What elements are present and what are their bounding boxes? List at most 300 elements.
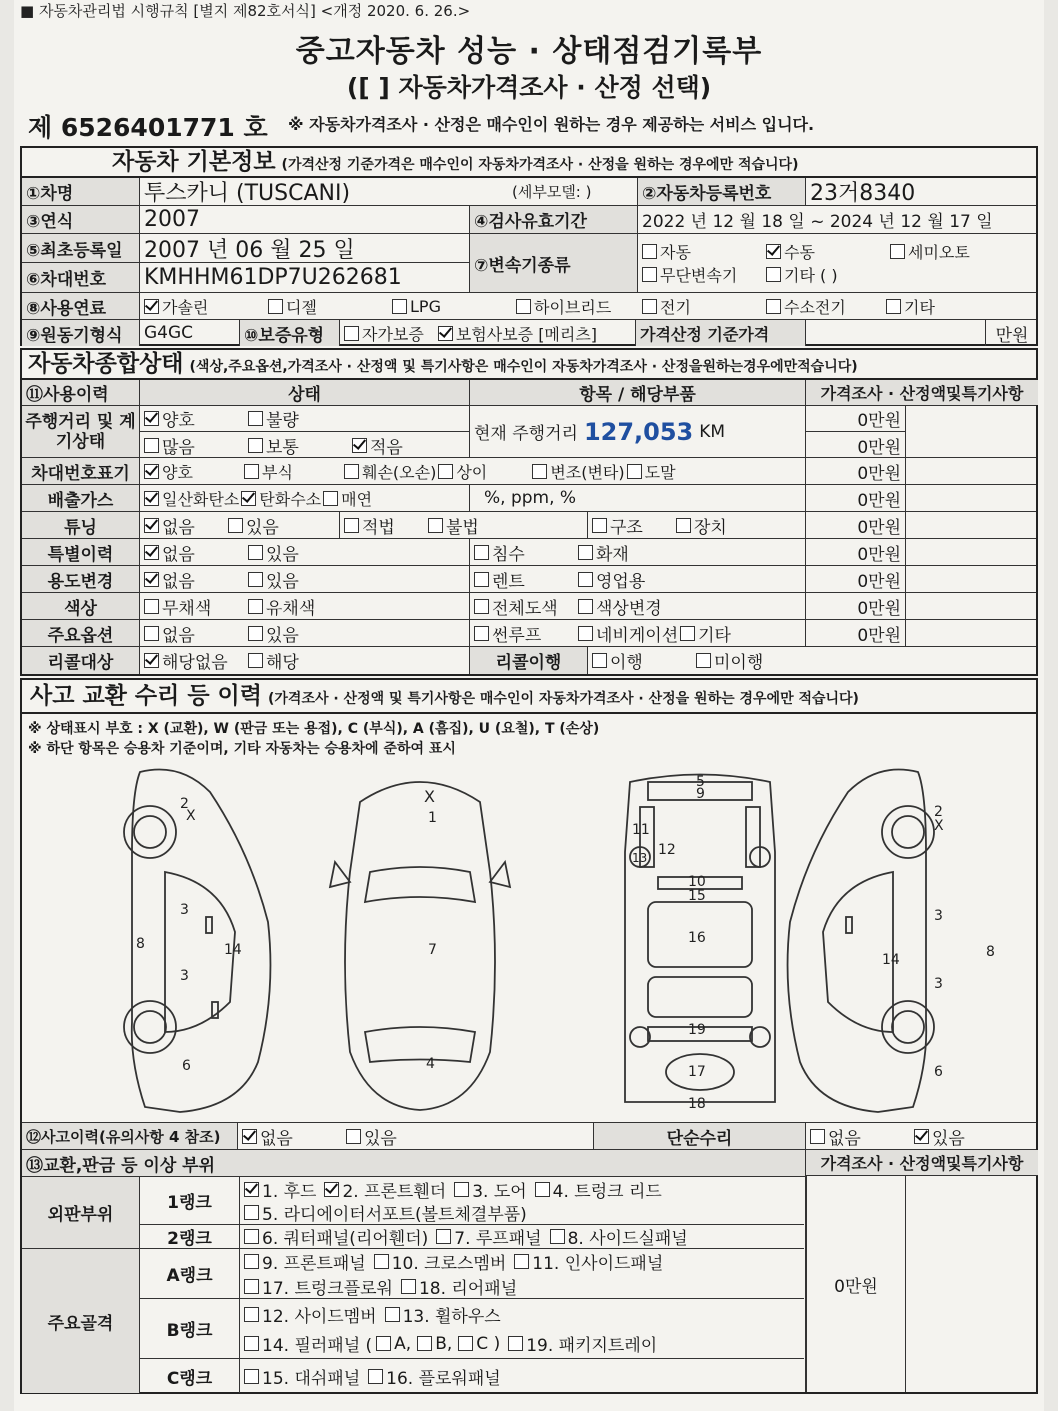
part-cross-member-checkbox[interactable] — [374, 1254, 389, 1269]
top-view — [330, 782, 510, 1110]
recall-none-checkbox[interactable] — [144, 653, 159, 668]
special-none[interactable]: 없음 — [144, 540, 234, 565]
service-note: ※ 자동차가격조사 · 산정은 매수인이 원하는 경우 제공하는 서비스 입니다. — [288, 115, 815, 134]
warranty-label: ⑩보증유형 — [240, 320, 340, 346]
emission-co-checkbox[interactable] — [144, 491, 159, 506]
status-row-color — [22, 593, 1036, 620]
part-package-tray-checkbox[interactable] — [508, 1336, 523, 1351]
frame-part-19: 19 — [688, 1022, 706, 1038]
vin-corrosion-checkbox[interactable] — [244, 464, 259, 479]
rank-b-label: B랭크 — [140, 1299, 240, 1359]
trans-other[interactable]: 기타 ( ) — [766, 263, 838, 286]
mileage-few[interactable]: 적음 — [352, 433, 403, 458]
usage-none[interactable]: 없음 — [144, 567, 234, 592]
history-yes-checkbox[interactable] — [346, 1129, 361, 1144]
special-fire-checkbox[interactable] — [578, 545, 593, 560]
fuel-lpg[interactable]: LPG — [392, 297, 502, 316]
part-front-panel-checkbox[interactable] — [244, 1254, 259, 1269]
options-type-options — [470, 620, 806, 646]
vin-different-checkbox[interactable] — [438, 464, 453, 479]
recall-exec-options — [588, 647, 1038, 674]
vin-damaged-checkbox[interactable] — [344, 464, 359, 479]
tuning-device[interactable]: 장치 — [676, 513, 727, 538]
history-yes[interactable]: 있음 — [346, 1124, 397, 1149]
emission-smoke[interactable]: 매연 — [323, 487, 372, 510]
mileage-current — [470, 406, 806, 457]
simple-none-checkbox[interactable] — [810, 1129, 825, 1144]
frame-part-12: 12 — [658, 842, 676, 858]
tuning-structure[interactable]: 구조 — [592, 513, 662, 538]
color-price: 0만원 — [806, 593, 906, 619]
right-part-2: 2 — [934, 804, 943, 820]
left-side-view — [124, 770, 270, 1113]
status-row-mileage — [22, 406, 1036, 458]
detail-model: (세부모델: ) — [508, 178, 638, 205]
mileage-bad[interactable]: 불량 — [248, 406, 299, 431]
part-side-sill-checkbox[interactable] — [550, 1229, 565, 1244]
fuel-diesel-checkbox[interactable] — [268, 299, 283, 314]
mileage-current-label: 현재 주행거리 — [474, 424, 578, 444]
color-type-options — [470, 593, 806, 619]
part-floor-panel[interactable]: 16. 플로워패널 — [368, 1364, 501, 1389]
parts-label: ⑬교환,판금 등 이상 부위 — [22, 1150, 806, 1176]
vin-mark-options — [140, 458, 806, 484]
options-sunroof-checkbox[interactable] — [474, 626, 489, 641]
left-part-3b: 3 — [180, 968, 189, 984]
recall-exec-label: 리콜이행 — [470, 647, 588, 674]
usage-yes[interactable]: 있음 — [248, 567, 299, 592]
part-inside-panel-checkbox[interactable] — [514, 1254, 529, 1269]
fuel-gasoline[interactable]: 가솔린 — [144, 295, 254, 318]
tuning-price: 0만원 — [806, 512, 906, 538]
fuel-options — [140, 293, 1038, 319]
mileage-current-value: 127,053 — [583, 417, 694, 446]
vin-smeared[interactable]: 도말 — [627, 460, 676, 483]
right-part-8: 8 — [986, 944, 995, 960]
fuel-lpg-checkbox[interactable] — [392, 299, 407, 314]
part-pillar-c[interactable]: C ) — [458, 1334, 500, 1354]
row-engine — [22, 320, 1036, 346]
options-yes[interactable]: 있음 — [248, 621, 299, 646]
mileage-price: 0만원 — [806, 406, 906, 432]
usage-business-checkbox[interactable] — [578, 572, 593, 587]
part-roof-panel-checkbox[interactable] — [436, 1229, 451, 1244]
part-rear-panel-checkbox[interactable] — [401, 1279, 416, 1294]
vin-altered[interactable]: 변조(변타) — [532, 460, 624, 483]
rank-1-row-a — [240, 1177, 804, 1201]
vin-corrosion[interactable]: 부식 — [244, 460, 330, 483]
part-front-fender-checkbox[interactable] — [324, 1182, 339, 1197]
rank-b-row-a — [240, 1299, 804, 1329]
usage-price: 0만원 — [806, 566, 906, 592]
part-rear-panel[interactable]: 18. 리어패널 — [401, 1274, 517, 1299]
mileage-state-b — [140, 432, 470, 458]
item-col-head: 항목 / 해당부품 — [470, 380, 806, 405]
parts-price-head: 가격조사 · 산정액및특기사항 — [806, 1150, 1038, 1176]
top-part-7: 7 — [428, 942, 437, 958]
mileage-many[interactable]: 많음 — [144, 433, 234, 458]
right-part-3b: 3 — [934, 976, 943, 992]
state-col-head: 상태 — [140, 380, 470, 405]
mileage-state-a — [140, 406, 470, 432]
usage-business[interactable]: 영업용 — [578, 567, 645, 592]
frame-part-15: 15 — [688, 888, 706, 904]
trans-other-checkbox[interactable] — [766, 267, 781, 282]
frame-part-16: 16 — [688, 930, 706, 946]
status-row-special — [22, 539, 1036, 566]
first-reg-label: ⑤최초등록일 — [22, 234, 140, 263]
accident-history-row — [22, 1122, 1036, 1150]
trans-cvt-checkbox[interactable] — [642, 267, 657, 282]
transmission-options — [638, 234, 1038, 292]
tuning-legal-checkbox[interactable] — [344, 518, 359, 533]
tuning-illegal-checkbox[interactable] — [428, 518, 443, 533]
price-base-unit: 만원 — [995, 325, 1029, 346]
parts-table — [22, 1176, 806, 1392]
status-row-emission — [22, 485, 1036, 512]
recall-not-done[interactable]: 미이행 — [696, 648, 763, 673]
legend-symbols: ※ 상태표시 부호 : X (교환), W (판금 또는 용접), C (부식), A (흠집), U (요철), T (손상) — [28, 721, 600, 737]
fuel-diesel[interactable]: 디젤 — [268, 295, 378, 318]
part-roof-panel[interactable]: 7. 루프패널 — [436, 1225, 541, 1249]
mileage-normal[interactable]: 보통 — [248, 433, 338, 458]
tuning-legal[interactable]: 적법 — [344, 513, 414, 538]
color-full-paint-checkbox[interactable] — [474, 599, 489, 614]
top-mark-x: X — [424, 787, 435, 806]
warranty-insurer[interactable]: 보험사보증 [메리츠] — [438, 322, 597, 345]
tuning-yes-checkbox[interactable] — [228, 518, 243, 533]
part-radiator-support[interactable]: 5. 라디에이터서포트(볼트체결부품) — [244, 1201, 527, 1225]
first-reg-value: 2007 년 06 월 25 일 — [140, 234, 470, 263]
part-pillar-c-checkbox[interactable] — [458, 1336, 473, 1351]
options-other[interactable]: 기타 — [680, 621, 731, 646]
warranty-self[interactable]: 자가보증 — [344, 322, 424, 345]
mileage-unit: KM — [699, 421, 726, 442]
part-package-tray[interactable]: 19. 패키지트레이 — [508, 1331, 657, 1356]
vin-altered-checkbox[interactable] — [532, 464, 547, 479]
right-part-3a: 3 — [934, 908, 943, 924]
accident-heading-note: (가격조사 · 산정액 및 특기사항은 매수인이 자동차가격조사 · 산정을 원하는 경우에만 적습니다) — [268, 691, 859, 707]
part-hood[interactable]: 1. 후드 — [244, 1177, 316, 1201]
parts-head-row — [22, 1150, 1036, 1176]
mileage-many-checkbox[interactable] — [144, 438, 159, 453]
accident-header — [22, 680, 1036, 714]
history-options — [238, 1123, 594, 1149]
usage-type-options — [470, 566, 806, 592]
part-side-member-checkbox[interactable] — [244, 1307, 259, 1322]
trans-auto-checkbox[interactable] — [642, 244, 657, 259]
vin-smeared-checkbox[interactable] — [627, 464, 642, 479]
options-sunroof[interactable]: 썬루프 — [474, 621, 564, 646]
vin-label: ⑥차대번호 — [22, 263, 140, 292]
basic-info-heading-note: (가격산정 기준가격은 매수인이 자동차가격조사 · 산정을 원하는 경우에만 적습니다) — [281, 157, 799, 173]
part-pillar-checkbox[interactable] — [244, 1336, 259, 1351]
part-pillar-a-checkbox[interactable] — [376, 1336, 391, 1351]
status-row-tuning — [22, 512, 1036, 539]
rank-2-label: 2랭크 — [140, 1225, 240, 1249]
color-achromatic[interactable]: 무채색 — [144, 594, 234, 619]
right-mark-x: X — [934, 818, 944, 834]
fuel-gasoline-checkbox[interactable] — [144, 299, 159, 314]
parts-price: 0만원 — [806, 1176, 906, 1392]
tuning-options — [140, 512, 340, 538]
part-door[interactable]: 3. 도어 — [454, 1177, 526, 1201]
left-part-2: 2 — [180, 796, 189, 812]
registration-label: ②자동차등록번호 — [638, 178, 806, 205]
recall-done-checkbox[interactable] — [592, 653, 607, 668]
options-other-checkbox[interactable] — [680, 626, 695, 641]
part-dash-panel[interactable]: 15. 대쉬패널 — [244, 1364, 360, 1389]
frame-label: 주요골격 — [22, 1249, 140, 1393]
special-flood-checkbox[interactable] — [474, 545, 489, 560]
history-none[interactable]: 없음 — [242, 1124, 332, 1149]
fuel-electric-checkbox[interactable] — [642, 299, 657, 314]
part-quarter-panel[interactable]: 6. 쿼터패널(리어휀더) — [244, 1225, 428, 1249]
vin-different[interactable]: 상이 — [438, 460, 518, 483]
part-trunk-lid[interactable]: 4. 트렁크 리드 — [535, 1177, 662, 1201]
car-diagram — [20, 762, 1038, 1120]
engine-value: G4GC — [140, 320, 240, 346]
recall-options — [140, 647, 470, 674]
simple-repair-label: 단순수리 — [594, 1123, 806, 1149]
frame-part-13: 13 — [632, 851, 648, 865]
part-trunk-floor[interactable]: 17. 트렁크플로워 — [244, 1274, 393, 1299]
trans-semi[interactable]: 세미오토 — [890, 240, 970, 263]
trans-manual-checkbox[interactable] — [766, 244, 781, 259]
emission-smoke-checkbox[interactable] — [323, 491, 338, 506]
part-wheel-house-checkbox[interactable] — [385, 1307, 400, 1322]
options-price: 0만원 — [806, 620, 906, 646]
frame-part-10: 10 — [688, 874, 706, 890]
simple-repair-options — [806, 1123, 1038, 1149]
price-base-input[interactable] — [806, 320, 986, 346]
part-front-panel[interactable]: 9. 프론트패널 — [244, 1249, 366, 1274]
special-price: 0만원 — [806, 539, 906, 565]
recall-not-done-checkbox[interactable] — [696, 653, 711, 668]
tuning-none[interactable]: 없음 — [144, 513, 214, 538]
part-door-checkbox[interactable] — [454, 1182, 469, 1197]
rank-1-label: 1랭크 — [140, 1177, 240, 1225]
frame-part-17: 17 — [688, 1064, 706, 1080]
usage-rent[interactable]: 렌트 — [474, 567, 564, 592]
tuning-structure-checkbox[interactable] — [592, 518, 607, 533]
frame-part-5: 5 — [696, 774, 705, 790]
model-label: ①차명 — [22, 178, 140, 205]
legend-note: ※ 하단 항목은 승용차 기준이며, 기타 자동차는 승용차에 준하여 표시 — [28, 741, 456, 757]
emission-options — [140, 485, 470, 511]
status-col-headers — [22, 380, 1036, 406]
tuning-none-checkbox[interactable] — [144, 518, 159, 533]
options-label: 주요옵션 — [22, 620, 140, 646]
special-fire[interactable]: 화재 — [578, 540, 629, 565]
rank-b-row-b — [240, 1329, 804, 1359]
status-section — [20, 348, 1038, 676]
transmission-label: ⑦변속기종류 — [470, 234, 638, 292]
mileage-normal-checkbox[interactable] — [248, 438, 263, 453]
part-front-fender[interactable]: 2. 프론트휀더 — [324, 1177, 446, 1201]
recall-yes[interactable]: 해당 — [248, 648, 299, 673]
mileage-good-checkbox[interactable] — [144, 411, 159, 426]
options-navigation-checkbox[interactable] — [578, 626, 593, 641]
color-options — [140, 593, 470, 619]
mileage-good[interactable]: 양호 — [144, 406, 234, 431]
mileage-few-checkbox[interactable] — [352, 438, 367, 453]
recall-yes-checkbox[interactable] — [248, 653, 263, 668]
status-row-recall — [22, 647, 1036, 674]
part-trunk-lid-checkbox[interactable] — [535, 1182, 550, 1197]
part-inside-panel[interactable]: 11. 인사이드패널 — [514, 1249, 663, 1274]
tuning-label: 튜닝 — [22, 512, 140, 538]
left-part-6: 6 — [182, 1058, 191, 1074]
tuning-device-checkbox[interactable] — [676, 518, 691, 533]
special-none-checkbox[interactable] — [144, 545, 159, 560]
rank-1-row-b — [240, 1201, 804, 1225]
vin-good[interactable]: 양호 — [144, 460, 230, 483]
inspection-value: 2022 년 12 월 18 일 ~ 2024 년 12 월 17 일 — [642, 212, 993, 232]
special-type-options — [470, 539, 806, 565]
form-title: 중고자동차 성능 · 상태점검기록부 — [295, 34, 763, 69]
tuning-yes[interactable]: 있음 — [228, 513, 279, 538]
color-achromatic-checkbox[interactable] — [144, 599, 159, 614]
left-part-8: 8 — [136, 936, 145, 952]
recall-label: 리콜대상 — [22, 647, 140, 674]
fuel-hybrid-checkbox[interactable] — [516, 299, 531, 314]
usage-options — [140, 566, 470, 592]
document-number: 제 6526401771 호 — [28, 113, 268, 142]
options-navigation[interactable]: 네비게이션 — [578, 621, 678, 646]
part-radiator-support-checkbox[interactable] — [244, 1205, 259, 1220]
trans-cvt[interactable]: 무단변속기 — [642, 263, 752, 286]
frame-part-11: 11 — [632, 822, 650, 838]
part-pillar-b-checkbox[interactable] — [417, 1336, 432, 1351]
fuel-electric[interactable]: 전기 — [642, 295, 752, 318]
registration-value: 23거8340 — [810, 181, 916, 205]
usage-label: 용도변경 — [22, 566, 140, 592]
part-side-sill[interactable]: 8. 사이드실패널 — [550, 1225, 688, 1249]
mileage-row-label: 주행거리 및 계기상태 — [22, 406, 140, 457]
year-label: ③연식 — [22, 206, 140, 233]
color-full-paint[interactable]: 전체도색 — [474, 594, 564, 619]
special-flood[interactable]: 침수 — [474, 540, 564, 565]
top-part-1: 1 — [428, 810, 437, 826]
part-dash-panel-checkbox[interactable] — [244, 1369, 259, 1384]
status-heading: 자동차종합상태 — [28, 351, 184, 377]
form-subtitle: ([ ] 자동차가격조사 · 산정 선택) — [346, 73, 712, 102]
recall-none[interactable]: 해당없음 — [144, 648, 234, 673]
warranty-self-checkbox[interactable] — [344, 326, 359, 341]
right-part-14: 14 — [882, 952, 900, 968]
rank-a-row-a — [240, 1249, 804, 1274]
part-cross-member[interactable]: 10. 크로스멤버 — [374, 1249, 507, 1274]
options-options — [140, 620, 470, 646]
year-value: 2007 — [140, 206, 470, 233]
status-row-usage — [22, 566, 1036, 593]
options-none-checkbox[interactable] — [144, 626, 159, 641]
rank-a-row-b — [240, 1274, 804, 1299]
part-hood-checkbox[interactable] — [244, 1182, 259, 1197]
tuning-illegal[interactable]: 불법 — [428, 513, 479, 538]
left-part-14: 14 — [224, 942, 242, 958]
status-row-vin — [22, 458, 1036, 485]
history-none-checkbox[interactable] — [242, 1129, 257, 1144]
recall-done[interactable]: 이행 — [592, 648, 682, 673]
color-chromatic[interactable]: 유채색 — [248, 594, 315, 619]
fuel-hydrogen[interactable]: 수소전기 — [766, 295, 872, 318]
vin-damaged[interactable]: 훼손(오손) — [344, 460, 436, 483]
accident-heading: 사고 교환 수리 등 이력 — [30, 683, 262, 709]
options-yes-checkbox[interactable] — [248, 626, 263, 641]
options-none[interactable]: 없음 — [144, 621, 234, 646]
status-header — [22, 350, 1036, 380]
part-wheel-house[interactable]: 13. 휠하우스 — [385, 1302, 501, 1327]
emission-co[interactable]: 일산화탄소 — [144, 487, 239, 510]
usage-col-head: ⑪사용이력 — [22, 380, 140, 405]
vin-good-checkbox[interactable] — [144, 464, 159, 479]
part-pillar-label: 14. 필러패널 ( — [262, 1336, 373, 1356]
part-pillar-a[interactable]: A, — [376, 1334, 411, 1354]
frame-part-18: 18 — [688, 1096, 706, 1112]
usage-rent-checkbox[interactable] — [474, 572, 489, 587]
tuning-legal-options — [340, 512, 588, 538]
price-col-head: 가격조사 · 산정액및특기사항 — [806, 380, 1038, 405]
emission-label: 배출가스 — [22, 485, 140, 511]
part-quarter-panel-checkbox[interactable] — [244, 1229, 259, 1244]
rank-2-row — [240, 1225, 804, 1249]
emission-hc-checkbox[interactable] — [241, 491, 256, 506]
basic-info-heading: 자동차 기본정보 — [112, 149, 276, 175]
part-side-member[interactable]: 12. 사이드멤버 — [244, 1302, 377, 1327]
top-part-4: 4 — [426, 1056, 435, 1072]
mileage-bad-checkbox[interactable] — [248, 411, 263, 426]
warranty-options — [340, 320, 636, 346]
fuel-hydrogen-checkbox[interactable] — [766, 299, 781, 314]
emission-price: 0만원 — [806, 485, 906, 511]
status-row-options — [22, 620, 1036, 647]
rank-a-label: A랭크 — [140, 1249, 240, 1299]
trans-manual[interactable]: 수동 — [766, 240, 876, 263]
color-change-checkbox[interactable] — [578, 599, 593, 614]
part-trunk-floor-checkbox[interactable] — [244, 1279, 259, 1294]
row-first-reg — [22, 234, 1036, 292]
emission-hc[interactable]: 탄화수소 — [241, 487, 321, 510]
part-pillar-b[interactable]: B, — [417, 1334, 452, 1354]
outer-panel-label: 외판부위 — [22, 1177, 140, 1249]
left-part-3a: 3 — [180, 902, 189, 918]
part-floor-panel-checkbox[interactable] — [368, 1369, 383, 1384]
trans-semi-checkbox[interactable] — [890, 244, 905, 259]
left-mark-x: X — [186, 808, 196, 824]
warranty-insurer-checkbox[interactable] — [438, 326, 453, 341]
simple-yes-checkbox[interactable] — [914, 1129, 929, 1144]
mileage-price-2: 0만원 — [806, 432, 906, 458]
price-base-label: 가격산정 기준가격 — [636, 320, 806, 346]
special-yes[interactable]: 있음 — [248, 540, 299, 565]
right-part-6: 6 — [934, 1064, 943, 1080]
usage-none-checkbox[interactable] — [144, 572, 159, 587]
color-chromatic-checkbox[interactable] — [248, 599, 263, 614]
trans-auto[interactable]: 자동 — [642, 240, 752, 263]
fuel-other[interactable]: 기타 — [886, 295, 935, 318]
usage-yes-checkbox[interactable] — [248, 572, 263, 587]
special-yes-checkbox[interactable] — [248, 545, 263, 560]
fuel-other-checkbox[interactable] — [886, 299, 901, 314]
fuel-hybrid[interactable]: 하이브리드 — [516, 295, 628, 318]
color-change[interactable]: 색상변경 — [578, 594, 662, 619]
simple-yes[interactable]: 있음 — [914, 1124, 965, 1149]
simple-none[interactable]: 없음 — [810, 1124, 900, 1149]
vin-mark-label: 차대번호표기 — [22, 458, 140, 484]
history-label: ⑫사고이력(유의사항 4 참조) — [22, 1123, 238, 1149]
